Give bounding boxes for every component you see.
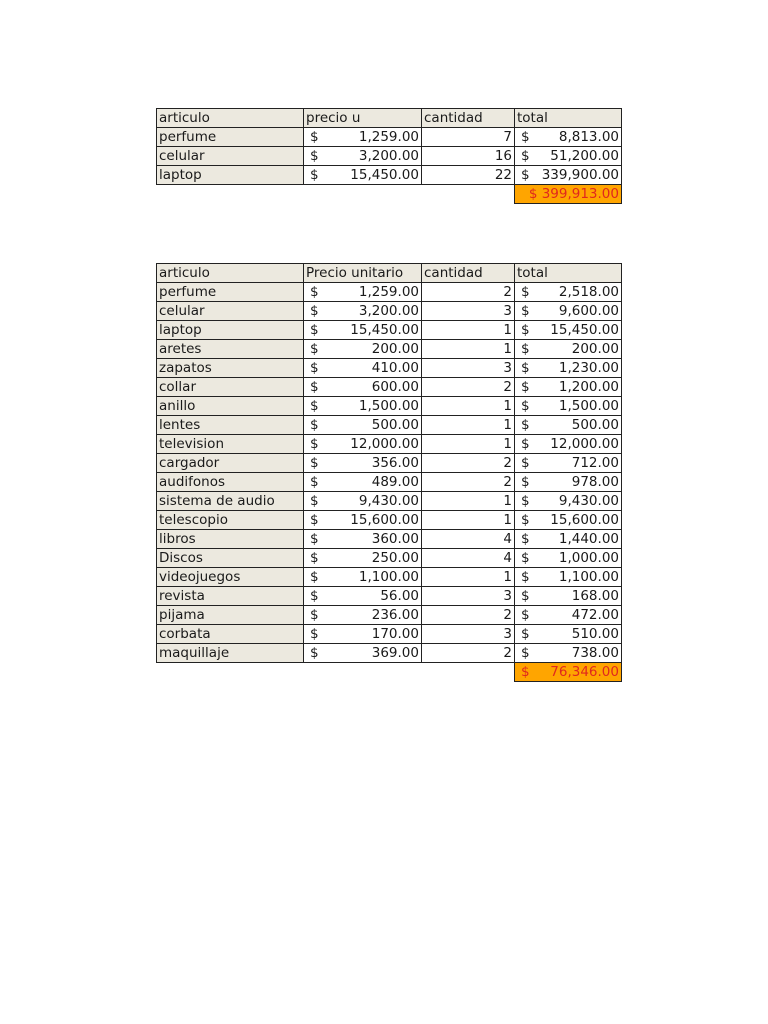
cell-precio[interactable]	[304, 359, 422, 378]
table-row	[157, 302, 622, 321]
cell-articulo[interactable]: cargador	[157, 454, 304, 473]
cell-articulo[interactable]: corbata	[157, 625, 304, 644]
currency-symbol: $	[521, 303, 530, 319]
total-value: 1,440.00	[558, 531, 619, 547]
cell-precio[interactable]	[304, 340, 422, 359]
cell-total[interactable]	[515, 302, 622, 321]
header-row	[157, 109, 622, 128]
purchase-table-1	[156, 108, 622, 204]
total-value: 500.00	[571, 417, 619, 433]
precio-value: 170.00	[371, 626, 419, 642]
cell-cantidad[interactable]: 3	[422, 359, 515, 378]
cell-cantidad[interactable]: 2	[422, 606, 515, 625]
total-value: 1,500.00	[558, 398, 619, 414]
currency-symbol: $	[310, 417, 319, 433]
cell-total[interactable]	[515, 625, 622, 644]
table-row	[157, 166, 622, 185]
header-row	[157, 264, 622, 283]
table-row	[157, 644, 622, 663]
cell-total[interactable]	[515, 166, 622, 185]
cell-total[interactable]	[515, 492, 622, 511]
header-precio[interactable]: precio u	[304, 109, 422, 128]
cell-precio[interactable]	[304, 473, 422, 492]
header-total[interactable]: total	[515, 264, 622, 283]
cell-total[interactable]	[515, 549, 622, 568]
cell-total[interactable]	[515, 606, 622, 625]
currency-symbol: $	[521, 607, 530, 623]
cell-articulo[interactable]: television	[157, 435, 304, 454]
precio-value: 12,000.00	[350, 436, 419, 452]
cell-cantidad[interactable]: 1	[422, 492, 515, 511]
currency-symbol: $	[521, 569, 530, 585]
precio-value: 3,200.00	[358, 148, 419, 164]
precio-value: 356.00	[371, 455, 419, 471]
cell-precio[interactable]	[304, 435, 422, 454]
empty-cell	[422, 663, 515, 682]
currency-symbol: $	[310, 493, 319, 509]
total-value: 51,200.00	[550, 148, 619, 164]
cell-total[interactable]	[515, 359, 622, 378]
cell-precio[interactable]	[304, 416, 422, 435]
currency-symbol: $	[310, 436, 319, 452]
cell-precio[interactable]	[304, 606, 422, 625]
header-cantidad[interactable]: cantidad	[422, 264, 515, 283]
total-value: 712.00	[571, 455, 619, 471]
currency-symbol: $	[521, 493, 530, 509]
table-row	[157, 359, 622, 378]
cell-cantidad[interactable]: 2	[422, 378, 515, 397]
total-value: 978.00	[571, 474, 619, 490]
currency-symbol: $	[521, 474, 530, 490]
cell-total[interactable]	[515, 340, 622, 359]
cell-total[interactable]	[515, 416, 622, 435]
header-cantidad[interactable]: cantidad	[422, 109, 515, 128]
cell-total[interactable]	[515, 128, 622, 147]
cell-articulo[interactable]: perfume	[157, 283, 304, 302]
table-row	[157, 283, 622, 302]
cell-total[interactable]	[515, 511, 622, 530]
cell-precio[interactable]	[304, 454, 422, 473]
precio-value: 15,450.00	[350, 322, 419, 338]
cell-cantidad[interactable]: 2	[422, 454, 515, 473]
purchase-table-2	[156, 263, 622, 682]
cell-total[interactable]	[515, 473, 622, 492]
table-row	[157, 321, 622, 340]
currency-symbol: $	[521, 455, 530, 471]
precio-value: 489.00	[371, 474, 419, 490]
cell-total[interactable]	[515, 283, 622, 302]
currency-symbol: $	[521, 360, 530, 376]
currency-symbol: $	[521, 284, 530, 300]
precio-value: 369.00	[371, 645, 419, 661]
table-row	[157, 492, 622, 511]
currency-symbol: $	[310, 474, 319, 490]
currency-symbol: $	[310, 550, 319, 566]
currency-symbol: $	[521, 398, 530, 414]
cell-total[interactable]	[515, 530, 622, 549]
cell-total[interactable]	[515, 378, 622, 397]
currency-symbol: $	[521, 588, 530, 604]
currency-symbol: $	[521, 148, 530, 164]
cell-cantidad[interactable]: 1	[422, 416, 515, 435]
empty-cell	[304, 663, 422, 682]
precio-value: 1,259.00	[358, 129, 419, 145]
empty-cell	[304, 185, 422, 204]
total-value: 2,518.00	[558, 284, 619, 300]
total-value: 472.00	[571, 607, 619, 623]
table-row	[157, 454, 622, 473]
precio-value: 200.00	[371, 341, 419, 357]
table-row	[157, 568, 622, 587]
cell-cantidad[interactable]: 1	[422, 568, 515, 587]
cell-precio[interactable]	[304, 166, 422, 185]
cell-precio[interactable]	[304, 644, 422, 663]
currency-symbol: $	[310, 284, 319, 300]
currency-symbol: $	[521, 341, 530, 357]
cell-precio[interactable]	[304, 511, 422, 530]
cell-articulo[interactable]: libros	[157, 530, 304, 549]
currency-symbol: $	[310, 129, 319, 145]
cell-total[interactable]	[515, 147, 622, 166]
currency-symbol: $	[310, 607, 319, 623]
currency-symbol: $	[310, 398, 319, 414]
currency-symbol: $	[521, 167, 530, 183]
cell-articulo[interactable]: maquillaje	[157, 644, 304, 663]
total-value: 1,000.00	[558, 550, 619, 566]
precio-value: 600.00	[371, 379, 419, 395]
precio-value: 236.00	[371, 607, 419, 623]
precio-value: 1,500.00	[358, 398, 419, 414]
currency-symbol: $	[310, 341, 319, 357]
table-row	[157, 606, 622, 625]
currency-symbol: $	[521, 322, 530, 338]
cell-precio[interactable]	[304, 625, 422, 644]
precio-value: 15,450.00	[350, 167, 419, 183]
table-row	[157, 147, 622, 166]
cell-precio[interactable]	[304, 147, 422, 166]
grand-total-value: 76,346.00	[550, 664, 619, 680]
cell-total[interactable]	[515, 435, 622, 454]
cell-cantidad[interactable]: 2	[422, 644, 515, 663]
precio-value: 1,100.00	[358, 569, 419, 585]
total-value: 1,230.00	[558, 360, 619, 376]
grand-total-row	[157, 185, 622, 204]
cell-articulo[interactable]: laptop	[157, 321, 304, 340]
table-row	[157, 625, 622, 644]
table-row	[157, 473, 622, 492]
header-articulo[interactable]: articulo	[157, 109, 304, 128]
grand-total-row	[157, 663, 622, 682]
currency-symbol: $	[521, 512, 530, 528]
currency-symbol: $	[521, 379, 530, 395]
currency-symbol: $	[521, 531, 530, 547]
cell-precio[interactable]	[304, 397, 422, 416]
cell-articulo[interactable]: collar	[157, 378, 304, 397]
cell-articulo[interactable]: pijama	[157, 606, 304, 625]
currency-symbol: $	[521, 417, 530, 433]
currency-symbol: $	[521, 436, 530, 452]
header-precio[interactable]: Precio unitario	[304, 264, 422, 283]
currency-symbol: $	[310, 512, 319, 528]
cell-precio[interactable]	[304, 587, 422, 606]
precio-value: 3,200.00	[358, 303, 419, 319]
total-value: 339,900.00	[541, 167, 619, 183]
total-value: 9,430.00	[558, 493, 619, 509]
cell-articulo[interactable]: audifonos	[157, 473, 304, 492]
precio-value: 410.00	[371, 360, 419, 376]
cell-total[interactable]	[515, 587, 622, 606]
empty-cell	[422, 185, 515, 204]
total-value: 200.00	[571, 341, 619, 357]
total-value: 510.00	[571, 626, 619, 642]
total-value: 15,600.00	[550, 512, 619, 528]
cell-total[interactable]	[515, 454, 622, 473]
cell-articulo[interactable]: revista	[157, 587, 304, 606]
cell-total[interactable]	[515, 568, 622, 587]
currency-symbol: $	[310, 322, 319, 338]
cell-precio[interactable]	[304, 378, 422, 397]
cell-total[interactable]	[515, 321, 622, 340]
cell-cantidad[interactable]: 4	[422, 549, 515, 568]
currency-symbol: $	[310, 455, 319, 471]
cell-precio[interactable]	[304, 302, 422, 321]
cell-articulo[interactable]: Discos	[157, 549, 304, 568]
empty-cell	[157, 185, 304, 204]
table-row	[157, 511, 622, 530]
purchase-table-2-body	[157, 264, 622, 682]
cell-cantidad[interactable]: 3	[422, 587, 515, 606]
cell-cantidad[interactable]: 22	[422, 166, 515, 185]
precio-value: 15,600.00	[350, 512, 419, 528]
currency-symbol: $	[521, 664, 530, 680]
cell-precio[interactable]	[304, 568, 422, 587]
table-row	[157, 587, 622, 606]
total-value: 15,450.00	[550, 322, 619, 338]
cell-articulo[interactable]: celular	[157, 147, 304, 166]
cell-articulo[interactable]: aretes	[157, 340, 304, 359]
precio-value: 500.00	[371, 417, 419, 433]
cell-cantidad[interactable]: 3	[422, 625, 515, 644]
currency-symbol: $	[310, 588, 319, 604]
currency-symbol: $	[310, 569, 319, 585]
cell-total[interactable]	[515, 397, 622, 416]
table-row	[157, 416, 622, 435]
currency-symbol: $	[310, 303, 319, 319]
cell-precio[interactable]	[304, 321, 422, 340]
precio-value: 250.00	[371, 550, 419, 566]
cell-total[interactable]	[515, 644, 622, 663]
table-row	[157, 435, 622, 454]
purchase-table-1-body	[157, 109, 622, 204]
cell-precio[interactable]	[304, 530, 422, 549]
total-value: 9,600.00	[558, 303, 619, 319]
cell-cantidad[interactable]: 2	[422, 283, 515, 302]
cell-cantidad[interactable]: 3	[422, 302, 515, 321]
cell-cantidad[interactable]: 2	[422, 473, 515, 492]
table-row	[157, 128, 622, 147]
cell-cantidad[interactable]: 1	[422, 435, 515, 454]
table-row	[157, 397, 622, 416]
cell-articulo[interactable]: lentes	[157, 416, 304, 435]
table-row	[157, 530, 622, 549]
currency-symbol: $	[310, 148, 319, 164]
cell-articulo[interactable]: videojuegos	[157, 568, 304, 587]
currency-symbol: $	[310, 626, 319, 642]
cell-articulo[interactable]: zapatos	[157, 359, 304, 378]
empty-cell	[157, 663, 304, 682]
cell-cantidad[interactable]: 7	[422, 128, 515, 147]
total-value: 168.00	[571, 588, 619, 604]
currency-symbol: $	[310, 531, 319, 547]
cell-precio[interactable]	[304, 549, 422, 568]
cell-precio[interactable]	[304, 283, 422, 302]
currency-symbol: $	[310, 645, 319, 661]
grand-total-cell[interactable]	[515, 663, 622, 682]
total-value: 12,000.00	[550, 436, 619, 452]
cell-cantidad[interactable]: 4	[422, 530, 515, 549]
currency-symbol: $	[521, 645, 530, 661]
currency-symbol: $	[310, 360, 319, 376]
precio-value: 360.00	[371, 531, 419, 547]
cell-cantidad[interactable]: 1	[422, 340, 515, 359]
cell-cantidad[interactable]: 1	[422, 321, 515, 340]
precio-value: 9,430.00	[358, 493, 419, 509]
cell-cantidad[interactable]: 1	[422, 397, 515, 416]
cell-articulo[interactable]: laptop	[157, 166, 304, 185]
grand-total-cell[interactable]: $ 399,913.00	[515, 185, 622, 204]
cell-articulo[interactable]: sistema de audio	[157, 492, 304, 511]
cell-articulo[interactable]: telescopio	[157, 511, 304, 530]
table-row	[157, 549, 622, 568]
table-row	[157, 378, 622, 397]
total-value: 738.00	[571, 645, 619, 661]
currency-symbol: $	[521, 626, 530, 642]
cell-articulo[interactable]: perfume	[157, 128, 304, 147]
cell-precio[interactable]	[304, 128, 422, 147]
precio-value: 1,259.00	[358, 284, 419, 300]
precio-value: 56.00	[380, 588, 419, 604]
total-value: 1,200.00	[558, 379, 619, 395]
total-value: 1,100.00	[558, 569, 619, 585]
total-value: 8,813.00	[558, 129, 619, 145]
cell-articulo[interactable]: celular	[157, 302, 304, 321]
currency-symbol: $	[521, 550, 530, 566]
header-total[interactable]: total	[515, 109, 622, 128]
cell-precio[interactable]	[304, 492, 422, 511]
currency-symbol: $	[310, 379, 319, 395]
cell-cantidad[interactable]: 16	[422, 147, 515, 166]
cell-cantidad[interactable]: 1	[422, 511, 515, 530]
cell-articulo[interactable]: anillo	[157, 397, 304, 416]
currency-symbol: $	[521, 129, 530, 145]
header-articulo[interactable]: articulo	[157, 264, 304, 283]
currency-symbol: $	[310, 167, 319, 183]
table-row	[157, 340, 622, 359]
